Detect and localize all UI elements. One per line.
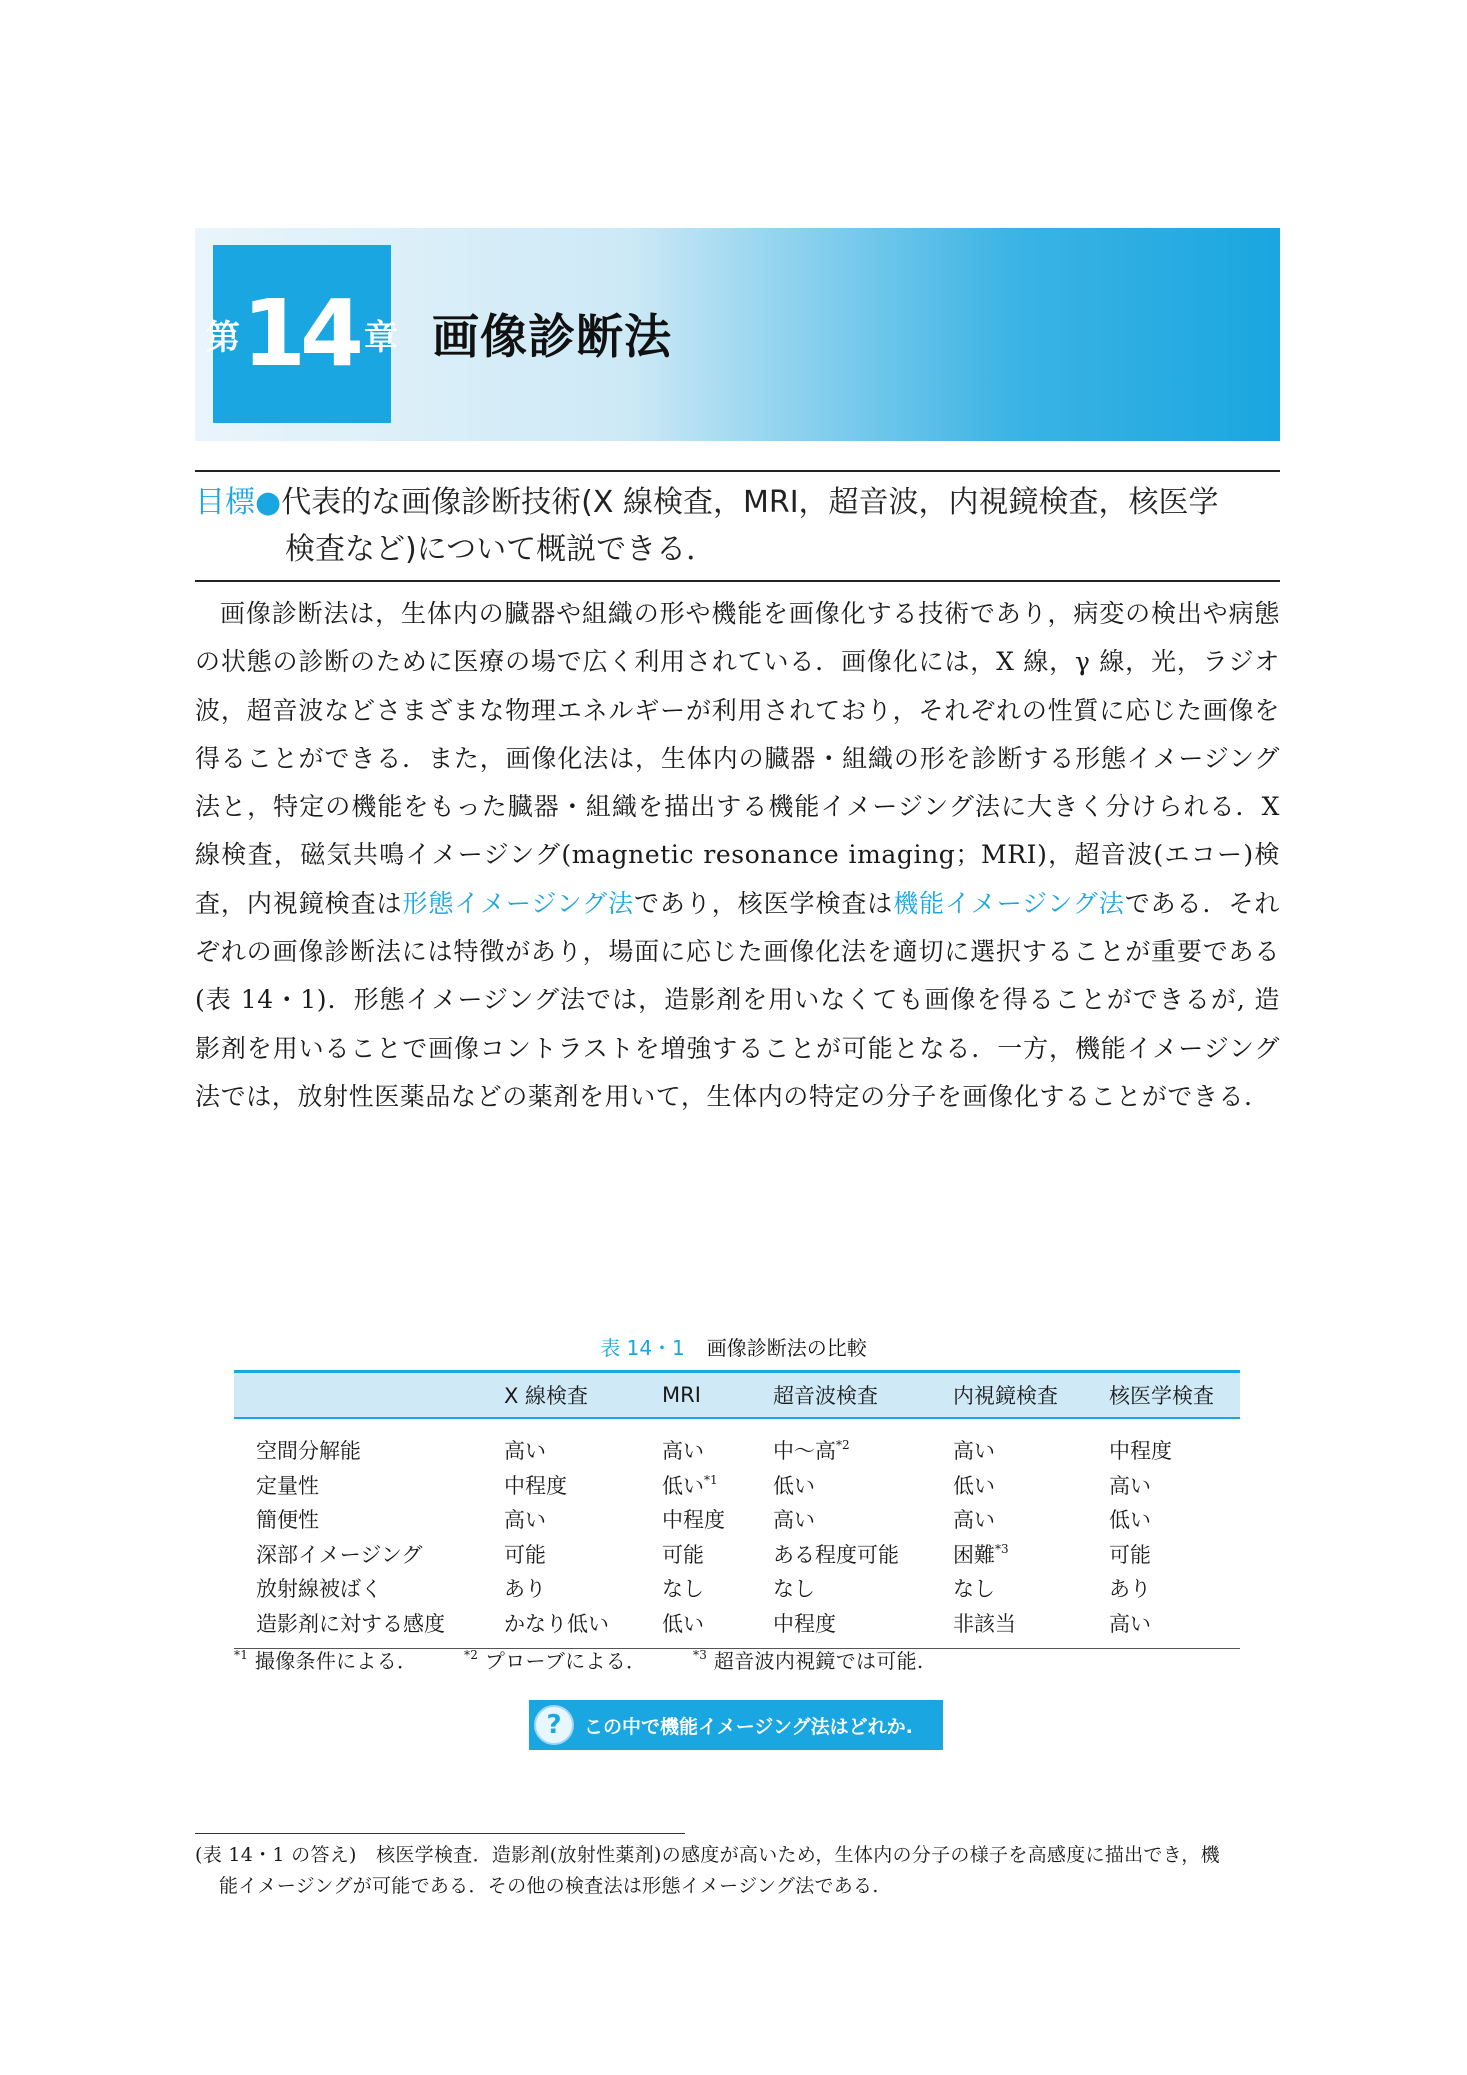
table-cell: 非該当 [953, 1611, 1016, 1636]
table-cell [773, 1418, 953, 1468]
header-cell: 内視鏡検査 [953, 1384, 1058, 1408]
table-cell: 中程度 [773, 1611, 836, 1636]
table-cell: 定量性 [256, 1473, 319, 1498]
answer-rule [195, 1833, 685, 1834]
footnote-3 [693, 1649, 944, 1673]
header-cell: X 線検査 [504, 1384, 589, 1408]
goal-label: 目標● [195, 485, 282, 520]
table-cell: 高い [662, 1439, 704, 1464]
footnote-mark: *1 [704, 1472, 718, 1487]
chapter-title: 画像診断法 [432, 310, 672, 365]
body-paragraph [195, 590, 1280, 1121]
table-cell: あり [504, 1577, 546, 1602]
chapter-number-badge [205, 245, 399, 423]
table-cell: 可能 [504, 1542, 546, 1567]
cell-text: 低い [662, 1473, 704, 1498]
table-cell [953, 1537, 1109, 1572]
table-cell: 深部イメージング [256, 1542, 423, 1567]
table-cell [662, 1468, 773, 1503]
table-cell: なし [662, 1577, 704, 1602]
footnote-mark: *3 [693, 1648, 708, 1662]
comparison-table [234, 1370, 1240, 1649]
highlight-functional-imaging: 機能イメージング法 [893, 888, 1125, 918]
goal-line-1: 代表的な画像診断技術(X 線検査，MRI，超音波，内視鏡検査，核医学 [281, 485, 1219, 520]
table-cell: かなり低い [504, 1611, 609, 1636]
highlight-morphological-imaging: 形態イメージング法 [402, 888, 634, 918]
question-text: この中で機能イメージング法はどれか. [584, 1715, 913, 1738]
chapter-prefix: 第 [205, 317, 240, 358]
table-cell: 可能 [662, 1542, 704, 1567]
table-caption [0, 1332, 1467, 1361]
goal-top-rule [195, 470, 1280, 472]
table-cell: 高い [504, 1439, 546, 1464]
table-row [234, 1537, 1240, 1572]
table-row [234, 1571, 1240, 1606]
table-cell: あり [1109, 1577, 1151, 1602]
answer-note [195, 1840, 1280, 1902]
header-cell: 核医学検査 [1109, 1384, 1214, 1408]
table-cell: 中程度 [662, 1508, 725, 1533]
table-header-row [234, 1372, 1240, 1419]
answer-line-2: 能イメージングが可能である．その他の検査法は形態イメージング法である. [219, 1875, 879, 1897]
footnote-text: 超音波内視鏡では可能. [713, 1649, 924, 1673]
table-row [234, 1468, 1240, 1503]
table-cell: なし [953, 1577, 995, 1602]
table-row [234, 1502, 1240, 1537]
table-cell: 高い [953, 1439, 995, 1464]
footnote-mark: *2 [836, 1438, 850, 1453]
table-cell: 低い [953, 1473, 995, 1498]
body-text-part-3: である．それぞれの画像診断法には特徴があり，場面に応じた画像化法を適切に選択することが重要である(表 14・1)．形態イメージング法では，造影剤を用いなくても画像を得ることができるが, 造影剤を用いることで画像コントラストを増強することが可能となる．一方，機能イメージング法では，放射性医薬品などの薬剤を用いて，生体内の特定の分子を画像化することができる． [195, 888, 1280, 1111]
table-cell: 簡便性 [256, 1508, 319, 1533]
header-cell [234, 1372, 504, 1419]
header-cell: 超音波検査 [773, 1384, 878, 1408]
table-cell: 低い [1109, 1508, 1151, 1533]
table-row [234, 1418, 1240, 1468]
goal-line-2: 検査など)について概説できる． [285, 532, 717, 567]
table-number: 表 14・1 [600, 1336, 685, 1360]
footnote-mark: *2 [464, 1648, 479, 1662]
table-cell: 造影剤に対する感度 [256, 1611, 445, 1636]
footnote-text: プローブによる． [484, 1649, 647, 1673]
footnote-2 [464, 1649, 666, 1673]
header-cell: MRI [662, 1383, 701, 1407]
footnote-mark: *1 [234, 1648, 249, 1662]
table-cell: 中程度 [504, 1473, 567, 1498]
cell-text: 困難 [953, 1542, 995, 1567]
body-text-part-2: であり，核医学検査は [633, 888, 894, 918]
chapter-suffix: 章 [364, 317, 399, 358]
table-cell: 高い [1109, 1611, 1151, 1636]
table-cell: 高い [773, 1508, 815, 1533]
table-footnotes [234, 1645, 964, 1674]
table-cell: 空間分解能 [256, 1439, 361, 1464]
footnote-mark: *3 [995, 1541, 1009, 1556]
question-callout [529, 1700, 943, 1750]
table-cell: 中程度 [1109, 1439, 1172, 1464]
chapter-number: 14 [241, 280, 359, 387]
answer-line-1: (表 14・1 の答え) 核医学検査．造影剤(放射性薬剤)の感度が高いため，生体内の分子の様子を高感度に描出でき，機 [195, 1844, 1220, 1866]
cell-text: 中～高 [773, 1439, 836, 1464]
table-cell: 低い [773, 1473, 815, 1498]
table-row [234, 1606, 1240, 1649]
table-cell: 高い [1109, 1473, 1151, 1498]
table-cell: ある程度可能 [773, 1542, 899, 1567]
goal-bottom-rule [195, 580, 1280, 582]
learning-goal [195, 479, 1280, 573]
table-cell: 高い [504, 1508, 546, 1533]
table-title: 画像診断法の比較 [706, 1336, 867, 1360]
footnote-text: 撮像条件による． [254, 1649, 418, 1673]
table-cell: 可能 [1109, 1542, 1151, 1567]
table-cell: 低い [662, 1611, 704, 1636]
table-cell: 放射線被ばく [256, 1577, 382, 1602]
footnote-1 [234, 1649, 437, 1673]
question-icon: ? [534, 1705, 574, 1745]
body-text-part-1: 画像診断法は，生体内の臓器や組織の形や機能を画像化する技術であり，病変の検出や病態の状態の診断のために医療の場で広く利用されている．画像化には，X 線，γ 線，光，ラジオ波，超音波などさまざまな物理エネルギーが利用されており，それぞれの性質に応じた画像を得ることができる．また，画像化法は，生体内の臓器・組織の形を診断する形態イメージング法と，特定の機能をもった臓器・組織を描出する機能イメージング法に大きく分けられる．X 線検査，磁気共鳴イメージング(magnetic resonance imaging；MRI)，超音波(エコー)検査，内視鏡検査は [195, 599, 1280, 918]
table-cell: 高い [953, 1508, 995, 1533]
table-cell: なし [773, 1577, 815, 1602]
